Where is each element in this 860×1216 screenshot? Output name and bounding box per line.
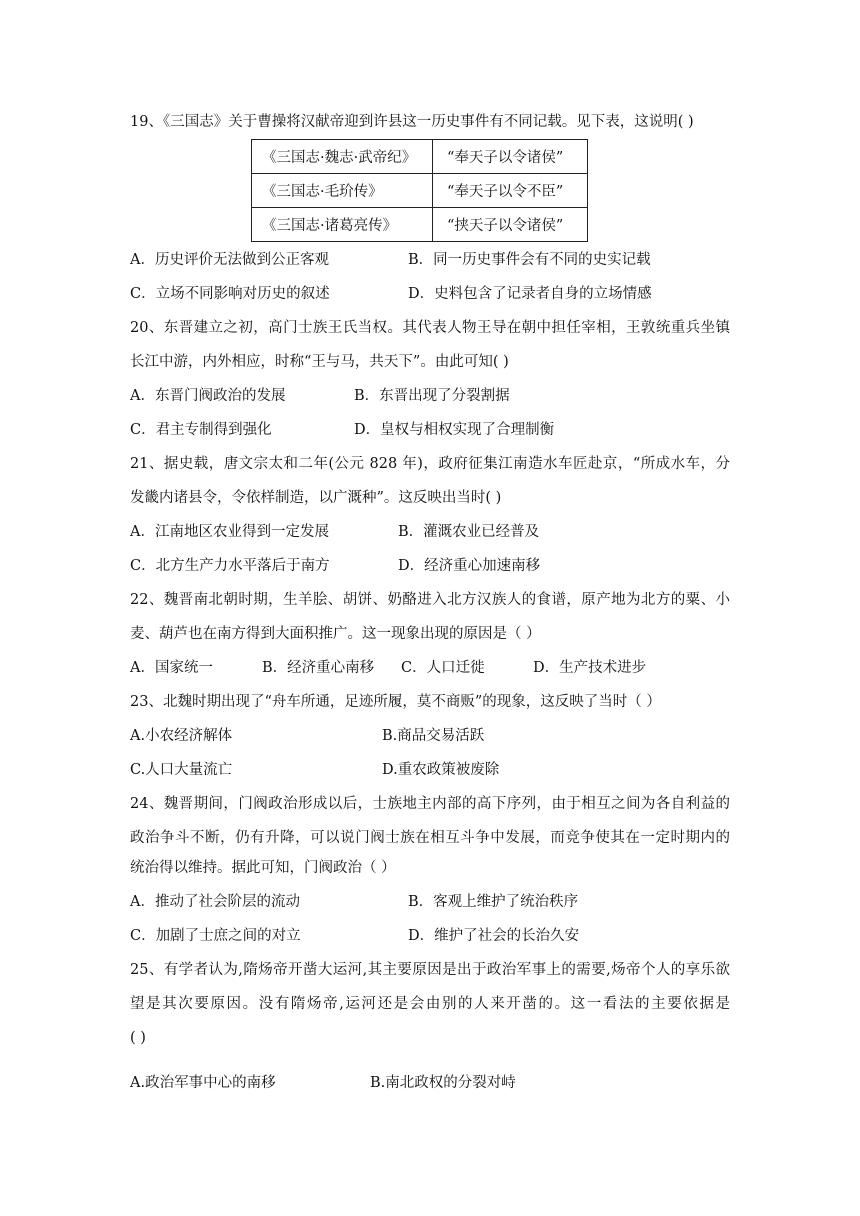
q25-stem-line-3: ( ): [130, 1030, 146, 1046]
q24-option-c: C．加剧了士庶之间的对立: [130, 928, 301, 944]
q24-stem-line-1: 24、魏晋期间，门阀政治形成以后，士族地主内部的高下序列，由于相互之间为各自利益的: [130, 796, 730, 812]
q21-option-c: C．北方生产力水平落后于南方: [130, 558, 330, 574]
q20-option-b: B．东晋出现了分裂割据: [354, 388, 510, 404]
table-cell: 《三国志·毛玠传》: [252, 174, 433, 208]
q24-option-d: D．维护了社会的长治久安: [408, 928, 580, 944]
q22-stem-line-1: 22、魏晋南北朝时期，生羊脍、胡饼、奶酪进入北方汉族人的食谱，原产地为北方的粟、小: [130, 592, 730, 608]
q23-stem: 23、北魏时期出现了“舟车所通，足迹所履，莫不商贩”的现象，这反映了当时（ ）: [130, 694, 661, 710]
table-cell: “奉天子以令不臣”: [433, 174, 588, 208]
q22-option-b: B．经济重心南移: [262, 660, 375, 676]
q19-stem: 19、《三国志》关于曹操将汉献帝迎到许县这一历史事件有不同记载。见下表，这说明( ): [130, 114, 694, 130]
q25-option-b: B.南北政权的分裂对峙: [370, 1075, 516, 1091]
q23-option-c: C.人口大量流亡: [130, 762, 233, 778]
table-cell: “挟天子以令诸侯”: [433, 208, 588, 242]
q22-option-a: A．国家统一: [130, 660, 213, 676]
table-cell: 《三国志·诸葛亮传》: [252, 208, 433, 242]
q22-option-c: C．人口迁徙: [401, 660, 485, 676]
q20-option-a: A．东晋门阀政治的发展: [130, 388, 286, 404]
q25-stem-line-2: 望是其次要原因。没有隋炀帝,运河还是会由别的人来开凿的。这一看法的主要依据是: [130, 996, 730, 1012]
q19-option-a: A．历史评价无法做到公正客观: [130, 252, 329, 268]
q21-option-d: D．经济重心加速南移: [398, 558, 541, 574]
q23-option-a: A.小农经济解体: [130, 728, 233, 744]
q20-stem-line-1: 20、东晋建立之初，高门士族王氏当权。其代表人物王导在朝中担任宰相，王敦统重兵坐镇: [130, 320, 730, 336]
table-row: [252, 174, 588, 208]
q25-option-a: A.政治军事中心的南移: [130, 1075, 276, 1091]
q24-stem-line-3: 统治得以维持。据此可知，门阀政治（ ）: [130, 860, 396, 876]
table-cell: 《三国志·魏志·武帝纪》: [252, 140, 433, 174]
q22-option-d: D．生产技术进步: [533, 660, 647, 676]
q20-option-c: C．君主专制得到强化: [130, 422, 272, 438]
q21-stem-line-1: 21、据史载，唐文宗太和二年(公元 828 年)，政府征集江南造水车匠赴京，“所成水车，分: [130, 456, 730, 472]
q19-option-b: B．同一历史事件会有不同的史实记载: [408, 252, 651, 268]
q22-stem-line-2: 麦、葫芦也在南方得到大面积推广。这一现象出现的原因是（ ）: [130, 626, 541, 642]
q25-stem-line-1: 25、有学者认为,隋炀帝开凿大运河,其主要原因是出于政治军事上的需要,炀帝个人的享乐欲: [130, 962, 730, 978]
table-row: [252, 208, 588, 242]
q19-option-c: C．立场不同影响对历史的叙述: [130, 286, 330, 302]
q24-option-a: A．推动了社会阶层的流动: [130, 894, 300, 910]
q20-option-d: D．皇权与相权实现了合理制衡: [354, 422, 555, 438]
table-row: [252, 140, 588, 174]
q23-option-d: D.重农政策被废除: [382, 762, 500, 778]
q24-option-b: B．客观上维护了统治秩序: [408, 894, 579, 910]
q20-stem-line-2: 长江中游，内外相应，时称“王与马，共天下”。由此可知( ): [130, 354, 509, 370]
q19-source-table: [251, 139, 588, 242]
q21-option-b: B．灌溉农业已经普及: [398, 524, 540, 540]
q19-option-d: D．史料包含了记录者自身的立场情感: [408, 286, 652, 302]
q21-stem-line-2: 发畿内诸县令，令依样制造，以广溉种”。这反映出当时( ): [130, 490, 502, 506]
q24-stem-line-2: 政治争斗不断，仍有升降，可以说门阀士族在相互斗争中发展，而竞争使其在一定时期内的: [130, 830, 730, 846]
table-cell: “奉天子以令诸侯”: [433, 140, 588, 174]
q23-option-b: B.商品交易活跃: [382, 728, 485, 744]
q21-option-a: A．江南地区农业得到一定发展: [130, 524, 329, 540]
